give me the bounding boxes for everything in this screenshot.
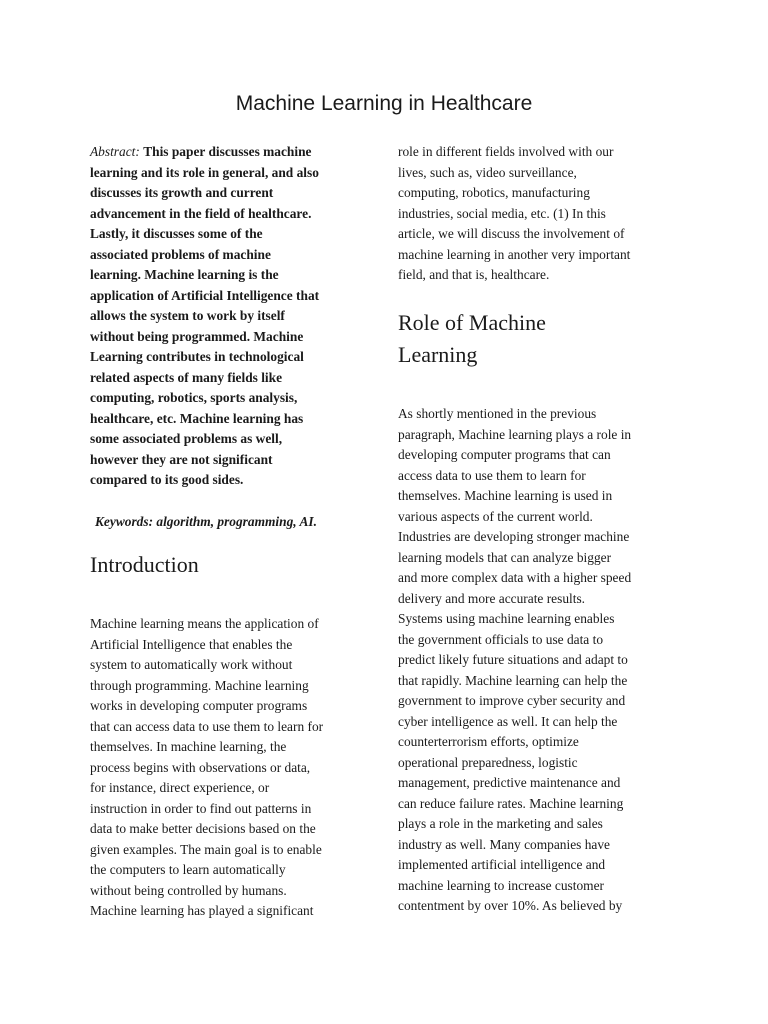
role-line: counterterrorism efforts, optimize [398,734,579,749]
introduction-line: system to automatically work without [90,657,293,672]
introduction-line: through programming. Machine learning [90,677,309,693]
role-line: and more complex data with a higher speed [398,570,632,585]
role-line: the government officials to use data to [398,631,604,647]
continuation-line: lives, such as, video surveillance, [398,164,577,180]
introduction-line: the computers to learn automatically [90,862,286,877]
abstract-line: however they are not significant [90,451,273,467]
role-line: government to improve cyber security and [398,693,626,708]
keywords-text: Keywords: algorithm, programming, AI. [95,514,317,529]
page-title: Machine Learning in Healthcare [235,92,533,115]
role-line: management, predictive maintenance and [398,775,621,790]
continuation-line: field, and that is, healthcare. [398,267,550,282]
introduction-line: Artificial Intelligence that enables the [90,636,293,652]
role-line: implemented artificial intelligence and [398,857,606,872]
abstract-line: learning. Machine learning is the [90,267,279,282]
role-heading-line: Learning [398,342,478,367]
role-heading-line: Role of Machine [398,310,546,335]
introduction-line: given examples. The main goal is to enable [90,841,322,857]
role-line: delivery and more accurate results. [398,590,586,606]
abstract-line: some associated problems as well, [90,431,283,446]
abstract-block [90,142,354,491]
continuation-line: article, we will discuss the involvement of [398,226,625,241]
role-line: cyber intelligence as well. It can help the [398,713,618,729]
introduction-line: without being controlled by humans. [90,882,287,898]
role-line: As shortly mentioned in the previous [398,406,597,421]
role-line: machine learning to increase customer [398,877,604,893]
abstract-line: This paper discusses machine [143,144,312,159]
continuation-line: computing, robotics, manufacturing [398,185,590,200]
abstract-line: healthcare, etc. Machine learning has [90,410,304,426]
role-line: Systems using machine learning enables [398,611,615,626]
role-line: paragraph, Machine learning plays a role in [398,426,632,442]
role-line: contentment by over 10%. As believed by [398,898,623,913]
abstract-line: computing, robotics, sports analysis, [90,390,298,405]
abstract-line: Lastly, it discusses some of the [90,226,263,241]
continuation-line: industries, social media, etc. (1) In this [398,205,606,221]
role-line: industry as well. Many companies have [398,836,610,852]
abstract-label: Abstract: [90,144,140,159]
role-line: plays a role in the marketing and sales [398,816,603,831]
abstract-line: advancement in the field of healthcare. [90,205,312,221]
abstract-line: related aspects of many fields like [90,369,283,385]
introduction-heading: Introduction [90,552,199,577]
role-line: Industries are developing stronger machine [398,529,630,544]
abstract-line: compared to its good sides. [90,472,244,487]
introduction-line: for instance, direct experience, or [90,780,270,795]
abstract-line: Learning contributes in technological [90,349,304,364]
introduction-line: data to make better decisions based on the [90,821,316,836]
abstract-line: learning and its role in general, and also [90,164,319,180]
role-line: access data to use them to learn for [398,467,586,483]
continuation-line: role in different fields involved with our [398,144,614,159]
abstract-line: discusses its growth and current [90,185,274,200]
introduction-line: that can access data to use them to learn for [90,718,324,734]
abstract-line: without being programmed. Machine [90,328,304,344]
continuation-line: machine learning in another very important [398,246,631,262]
keywords [95,512,359,533]
role-line: can reduce failure rates. Machine learning [398,795,624,811]
abstract-line: associated problems of machine [90,246,271,262]
role-line: learning models that can analyze bigger [398,549,612,565]
introduction-line: works in developing computer programs [90,698,308,713]
introduction-line: process begins with observations or data, [90,759,311,775]
introduction-line: themselves. In machine learning, the [90,739,287,754]
introduction-line: instruction in order to find out patterns in [90,800,312,816]
role-line: developing computer programs that can [398,447,611,462]
introduction-line: Machine learning has played a significant [90,903,314,918]
abstract-line: allows the system to work by itself [90,308,285,323]
role-line: various aspects of the current world. [398,508,593,524]
role-heading [398,307,546,371]
role-body [398,404,668,917]
abstract-first-line [90,142,354,163]
role-line: that rapidly. Machine learning can help the [398,672,628,688]
introduction-body [90,614,360,922]
abstract-line: application of Artificial Intelligence that [90,287,320,303]
role-line: themselves. Machine learning is used in [398,488,613,503]
introduction-line: Machine learning means the application of [90,616,319,631]
role-line: predict likely future situations and adapt to [398,652,628,667]
continuation-body [398,142,662,286]
role-line: operational preparedness, logistic [398,754,578,770]
